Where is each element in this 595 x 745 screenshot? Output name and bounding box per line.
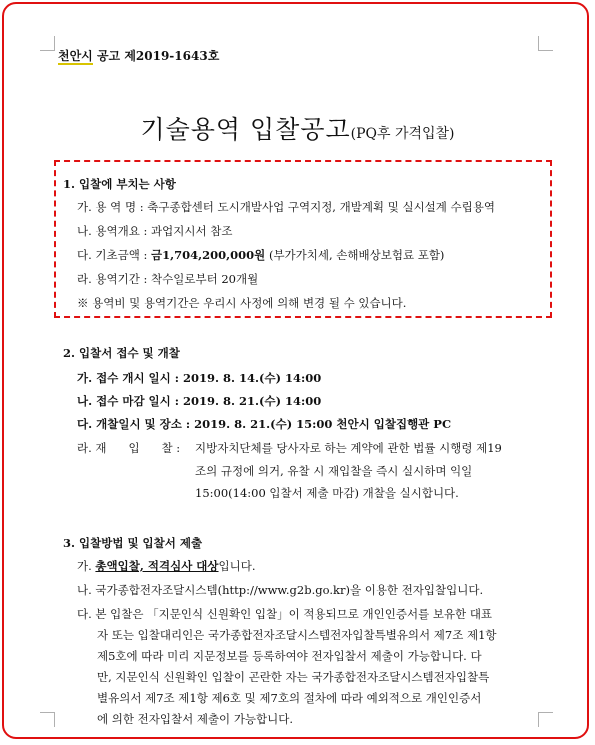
- base-amount-label: 다. 기초금액 :: [77, 248, 152, 262]
- section1-heading: 1. 입찰에 부치는 사항: [63, 177, 176, 191]
- section3-item-ga-prefix: 가.: [77, 559, 96, 573]
- section2-item-ra-label: 라. 재 입 찰 :: [77, 441, 181, 455]
- section1-item-ra: 라. 용역기간 : 착수일로부터 20개월: [77, 272, 259, 286]
- section2-item-ra-line1: 지방자치단체를 당사자로 하는 계약에 관한 법률 시행령 제19: [195, 441, 502, 455]
- section1-item-ga: 가. 용 역 명 : 축구종합센터 도시개발사업 구역지정, 개발계획 및 실시설계 수립용역: [77, 200, 495, 214]
- crop-mark-top-left: [40, 36, 55, 51]
- section3-item-da-line6: 에 의한 전자입찰서 제출이 가능합니다.: [97, 712, 294, 726]
- section3-item-ga: [77, 558, 256, 574]
- crop-mark-bottom-left: [40, 712, 55, 727]
- section2-item-na: 나. 접수 마감 일시 : 2019. 8. 21.(수) 14:00: [77, 394, 322, 408]
- notice-number-text: 공고 제2019-1643호: [92, 49, 220, 63]
- base-amount: 금1,704,200,000원: [151, 248, 266, 262]
- section3-item-da-line1: 다. 본 입찰은 「지문인식 신원확인 입찰」이 적용되므로 개인인증서를 보유한 대표: [77, 607, 493, 621]
- section3-heading: 3. 입찰방법 및 입찰서 제출: [63, 536, 203, 550]
- crop-mark-bottom-right: [538, 712, 553, 727]
- bid-type: 총액입찰, 적격심사 대상: [95, 559, 219, 573]
- section3-item-ga-suffix: 입니다.: [218, 559, 256, 573]
- section1-item-da: [77, 247, 444, 263]
- section3-item-da-line2: 자 또는 입찰대리인은 국가종합전자조달시스템전자입찰특별유의서 제7조 제1항: [97, 628, 497, 642]
- document-title: [0, 110, 595, 146]
- section3-item-da-line4: 만, 지문인식 신원확인 입찰이 곤란한 자는 국가종합전자조달시스템전자입찰특: [97, 670, 490, 684]
- section2-item-ga: 가. 접수 개시 일시 : 2019. 8. 14.(수) 14:00: [77, 371, 322, 385]
- section1-note: ※ 용역비 및 용역기간은 우리시 사정에 의해 변경 될 수 있습니다.: [77, 296, 407, 310]
- section2-item-ra-line3: 15:00(14:00 입찰서 제출 마감) 개찰을 실시합니다.: [195, 486, 459, 500]
- crop-mark-top-right: [538, 36, 553, 51]
- section2-heading: 2. 입찰서 접수 및 개찰: [63, 346, 180, 360]
- section3-item-da-line5: 별유의서 제7조 제1항 제6호 및 제7호의 절차에 따라 예외적으로 개인인증서: [97, 691, 482, 705]
- title-sub: (PQ후 가격입찰): [350, 126, 455, 142]
- section2-item-da: 다. 개찰일시 및 장소 : 2019. 8. 21.(수) 15:00 천안시 입찰집행관 PC: [77, 417, 452, 431]
- section3-item-na: 나. 국가종합전자조달시스템(http://www.g2b.go.kr)을 이용한 전자입찰입니다.: [77, 583, 484, 597]
- section1-item-na: 나. 용역개요 : 과업지시서 참조: [77, 224, 233, 238]
- notice-city: 천안시: [58, 49, 93, 63]
- section2-item-ra-line2: 조의 규정에 의거, 유찰 시 재입찰을 즉시 실시하며 익일: [195, 464, 473, 478]
- section3-item-da-line3: 제5호에 따라 미리 지문정보를 등록하여야 전자입찰서 제출이 가능합니다. 다: [97, 649, 482, 663]
- notice-number: [58, 47, 219, 64]
- base-amount-note: (부가가치세, 손해배상보험료 포함): [265, 248, 445, 262]
- title-main: 기술용역 입찰공고: [140, 115, 351, 144]
